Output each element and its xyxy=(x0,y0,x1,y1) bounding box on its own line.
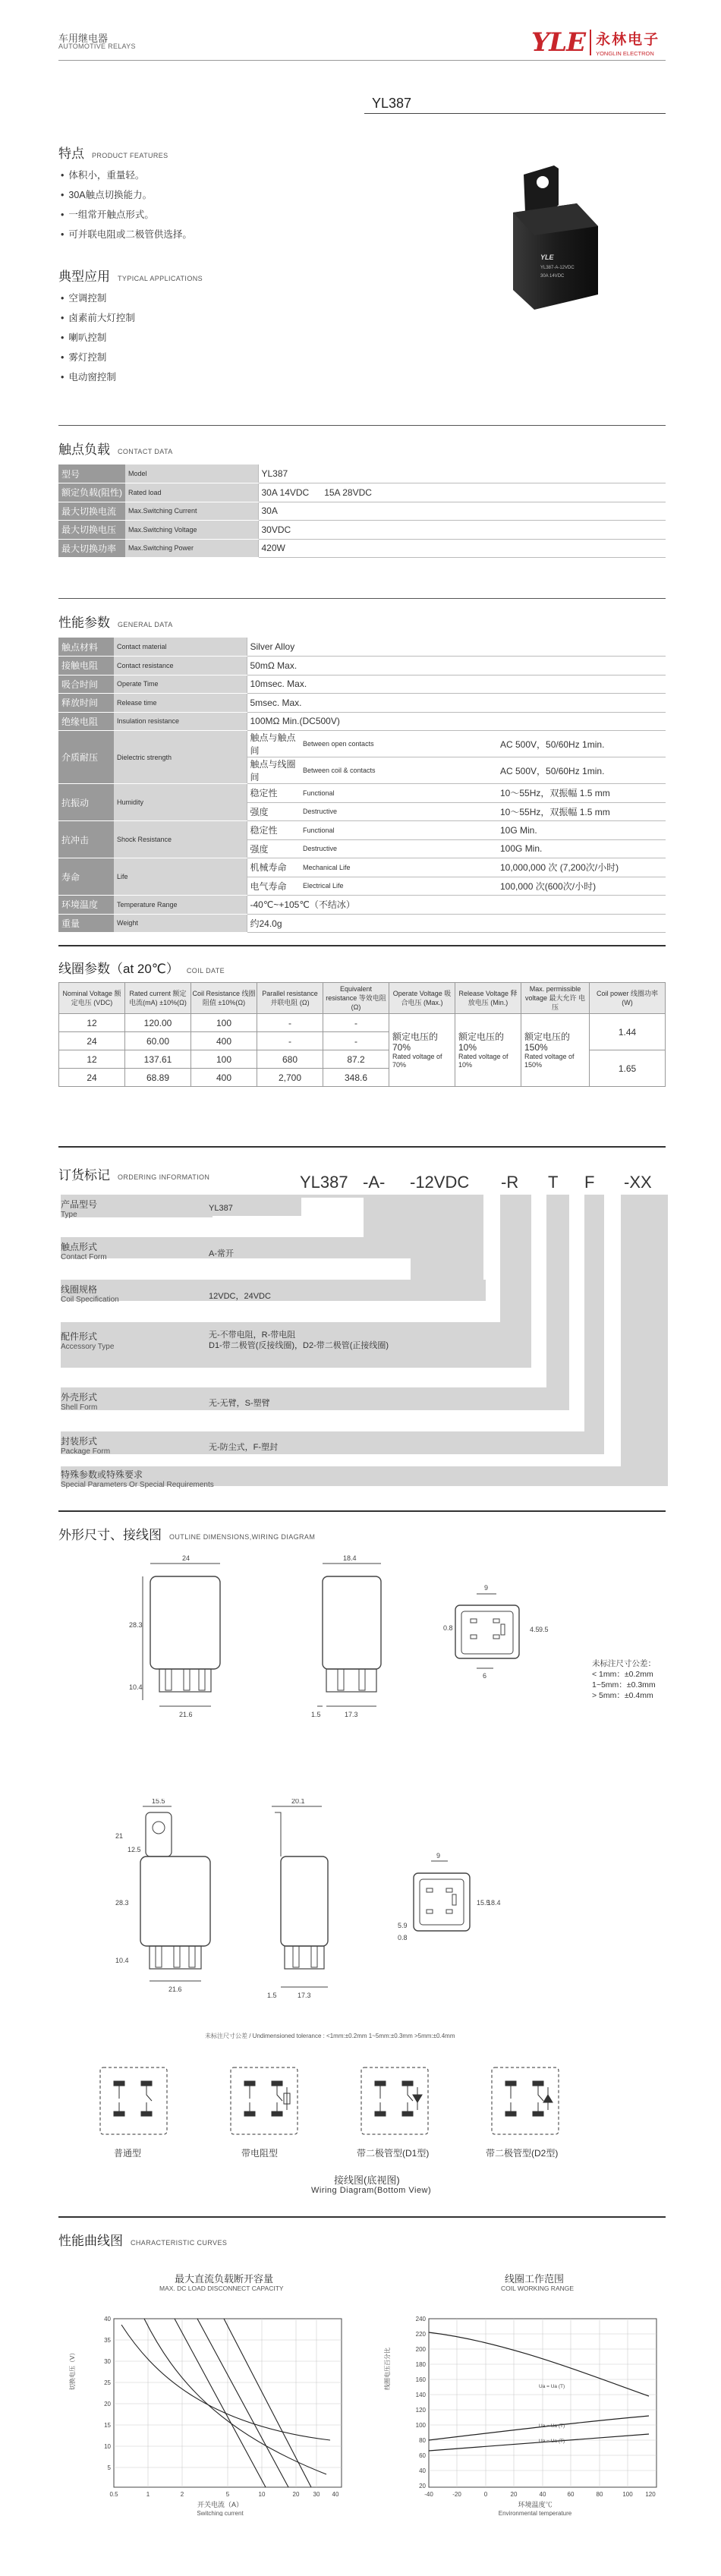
table-row: 寿命 Life 机械寿命 Mechanical Life 10,000,000 次 (7,200次/小时) xyxy=(58,858,666,877)
wiring-label-d1: 带二极管型(D1型) xyxy=(357,2148,430,2159)
features-list xyxy=(61,165,192,244)
curves-title-en: CHARACTERISTIC CURVES xyxy=(131,2239,228,2247)
wiring-diagrams xyxy=(99,2064,630,2140)
wiring-label-d2: 带二极管型(D2型) xyxy=(486,2148,559,2159)
table-row: 最大切换电流 Max.Switching Current 30A xyxy=(58,502,666,521)
wiring-diagram-diode-d2 xyxy=(492,2067,559,2134)
table-row: 重量 Weight 约24.0g xyxy=(58,914,666,933)
model-underline xyxy=(364,113,666,114)
curve2-title-cn: 线圈工作范围 xyxy=(505,2273,565,2285)
svg-text:YL387-A-12VDC: YL387-A-12VDC xyxy=(540,266,575,270)
svg-text:9: 9 xyxy=(484,1584,489,1592)
svg-text:20: 20 xyxy=(510,2491,518,2498)
svg-text:220: 220 xyxy=(415,2331,426,2338)
svg-text:180: 180 xyxy=(415,2361,426,2368)
coil-heading xyxy=(58,958,225,977)
svg-text:5: 5 xyxy=(107,2464,111,2471)
header-divider xyxy=(58,60,666,61)
table-row: 释放时间 Release time 5msec. Max. xyxy=(58,694,666,713)
curve1-xlabel-en: Switching current xyxy=(197,2510,244,2516)
svg-text:30A 14VDC: 30A 14VDC xyxy=(540,274,565,279)
table-row: 强度 Destructive 10～55Hz，双振幅 1.5 mm xyxy=(58,802,666,821)
relay-product-image xyxy=(471,159,622,326)
svg-text:15.5: 15.5 xyxy=(152,1799,165,1805)
svg-text:17.3: 17.3 xyxy=(298,1992,311,1999)
svg-text:24: 24 xyxy=(182,1554,190,1562)
svg-text:2: 2 xyxy=(180,2491,184,2498)
curve2-series-label: Ua = Ua (T) xyxy=(539,2439,565,2444)
outline-title-cn: 外形尺寸、接线图 xyxy=(58,1528,162,1542)
outline-drawing-1 xyxy=(99,1548,675,1776)
svg-text:-20: -20 xyxy=(452,2491,461,2498)
order-row-coil: 线圈规格 Coil Specification xyxy=(61,1284,119,1304)
brand-logo xyxy=(531,27,660,58)
wiring-title-cn: 接线图(底视图) xyxy=(334,2174,400,2186)
logo-cn: 永林电子 xyxy=(596,32,660,48)
svg-text:240: 240 xyxy=(415,2316,426,2322)
table-row: 24 68.89 400 2,700 348.6 xyxy=(59,1069,666,1087)
curve1-title-en: MAX. DC LOAD DISCONNECT CAPACITY xyxy=(159,2285,284,2292)
ordering-title-en: ORDERING INFORMATION xyxy=(118,1173,210,1181)
table-row: 电气寿命 Electrical Life 100,000 次(600次/小时) xyxy=(58,877,666,896)
curve1-chart xyxy=(68,2296,357,2516)
svg-text:0.8: 0.8 xyxy=(443,1624,453,1632)
coil-table xyxy=(58,982,666,1087)
general-table xyxy=(58,638,666,933)
table-row: 最大切换电压 Max.Switching Voltage 30VDC xyxy=(58,521,666,540)
curves-heading xyxy=(58,2230,227,2249)
coil-title-en: COIL DATE xyxy=(186,967,225,975)
relay-label: YLE xyxy=(540,254,554,261)
svg-text:28.3: 28.3 xyxy=(129,1621,143,1629)
curves-title-cn: 性能曲线图 xyxy=(58,2234,123,2248)
svg-text:0.8: 0.8 xyxy=(398,1934,408,1941)
wiring-label-resistor: 带电阻型 xyxy=(241,2148,279,2159)
order-code-part: -XX xyxy=(624,1173,652,1192)
release-voltage-cell: 额定电压的10% Rated voltage of 10% xyxy=(455,1014,521,1087)
outline-heading xyxy=(58,1524,315,1543)
applications-title-cn: 典型应用 xyxy=(58,269,110,284)
list-item: • 30A触点切换能力。 xyxy=(61,185,192,205)
logo-divider xyxy=(590,30,591,55)
svg-text:10: 10 xyxy=(104,2443,111,2450)
divider xyxy=(58,945,666,946)
curve2-xlabel-en: Environmental temperature xyxy=(498,2510,572,2516)
divider xyxy=(58,598,666,599)
svg-text:20: 20 xyxy=(292,2491,300,2498)
logo-mark: YLE xyxy=(531,27,586,58)
svg-text:21.6: 21.6 xyxy=(168,1986,182,1993)
svg-text:21.6: 21.6 xyxy=(179,1711,193,1718)
svg-text:15: 15 xyxy=(104,2422,111,2429)
list-item: • 一组常开触点形式。 xyxy=(61,205,192,225)
table-row: 绝缘电阻 Insulation resistance 100MΩ Min.(DC500V) xyxy=(58,712,666,731)
table-row: 型号 Model YL387 xyxy=(58,464,666,483)
svg-text:4.5: 4.5 xyxy=(530,1626,540,1633)
wiring-label-standard: 普通型 xyxy=(114,2148,142,2159)
svg-text:5: 5 xyxy=(225,2491,230,2498)
wiring-diagram-standard xyxy=(100,2067,167,2134)
svg-text:6: 6 xyxy=(483,1672,487,1680)
order-row-shell: 外壳形式 Shell Form xyxy=(61,1392,98,1412)
svg-text:60: 60 xyxy=(419,2452,426,2459)
svg-text:20.1: 20.1 xyxy=(291,1799,305,1805)
divider xyxy=(58,1510,666,1512)
svg-text:30: 30 xyxy=(313,2491,320,2498)
coil-title-cn: 线圈参数（at 20℃） xyxy=(58,962,179,976)
svg-text:40: 40 xyxy=(419,2467,426,2474)
tolerance-note: 未标注尺寸公差 / Undimensioned tolerance : <1mm:±0.2mm 1~5mm:±0.3mm >5mm:±0.4mm xyxy=(205,2033,455,2039)
list-item: • 电动窗控制 xyxy=(61,367,135,387)
table-row: 接触电阻 Contact resistance 50mΩ Max. xyxy=(58,657,666,675)
divider xyxy=(58,425,666,426)
table-row: 介质耐压 Dielectric strength 触点与触点间 Between open contacts AC 500V，50/60Hz 1min. xyxy=(58,731,666,757)
ordering-title-cn: 订货标记 xyxy=(58,1168,110,1183)
curve2-title-en: COIL WORKING RANGE xyxy=(501,2285,575,2292)
curve2-ylabel: 线圈电压百分比 xyxy=(384,2348,391,2390)
features-title-cn: 特点 xyxy=(58,146,84,161)
svg-text:10: 10 xyxy=(258,2491,266,2498)
wiring-title-en: Wiring Diagram(Bottom View) xyxy=(311,2186,432,2195)
order-code-part: -12VDC xyxy=(410,1173,470,1192)
general-title-en: GENERAL DATA xyxy=(118,621,173,628)
svg-text:35: 35 xyxy=(104,2337,111,2344)
svg-text:120: 120 xyxy=(415,2407,426,2414)
order-code-part: YL387 xyxy=(300,1173,348,1192)
operate-voltage-cell: 额定电压的70% Rated voltage of 70% xyxy=(389,1014,455,1087)
contact-table xyxy=(58,464,666,558)
svg-text:15.5: 15.5 xyxy=(477,1899,490,1907)
svg-text:1.5: 1.5 xyxy=(267,1992,277,1999)
contact-title-cn: 触点负载 xyxy=(58,442,110,457)
curve2-series-label: Ua = Ua (T) xyxy=(539,2423,565,2429)
table-row: 环境温度 Temperature Range -40℃~+105℃（不结冰） xyxy=(58,896,666,915)
svg-text:1.5: 1.5 xyxy=(311,1711,321,1718)
model-title: YL387 xyxy=(372,96,412,111)
table-row: 额定负载(阻性) Rated load 30A 14VDC 15A 28VDC xyxy=(58,483,666,502)
general-title-cn: 性能参数 xyxy=(58,616,110,630)
table-row: 强度 Destructive 100G Min. xyxy=(58,839,666,858)
applications-list xyxy=(61,288,135,387)
header-title-cn: 车用继电器 xyxy=(58,33,109,44)
curve1-title-cn: 最大直流负载断开容量 xyxy=(175,2273,274,2285)
list-item: • 卤素前大灯控制 xyxy=(61,308,135,328)
order-row-accessory: 配件形式 Accessory Type xyxy=(61,1331,115,1351)
svg-text:10.4: 10.4 xyxy=(129,1683,143,1691)
table-row: 触点材料 Contact material Silver Alloy xyxy=(58,638,666,657)
ordering-heading xyxy=(58,1164,209,1183)
contact-heading xyxy=(58,439,173,458)
applications-title-en: TYPICAL APPLICATIONS xyxy=(118,275,203,282)
table-row: 吸合时间 Operate Time 10msec. Max. xyxy=(58,675,666,694)
outline-title-en: OUTLINE DIMENSIONS,WIRING DIAGRAM xyxy=(169,1533,316,1541)
table-row: 抗振动 Humidity 稳定性 Functional 10～55Hz，双振幅 1.5 mm xyxy=(58,784,666,803)
curve2-xlabel-cn: 环境温度℃ xyxy=(518,2501,553,2508)
svg-text:1: 1 xyxy=(146,2491,150,2498)
curve1-ylabel: 切换电压（V） xyxy=(69,2349,76,2390)
svg-text:60: 60 xyxy=(567,2491,575,2498)
svg-text:30: 30 xyxy=(104,2358,111,2365)
table-row: 12 137.61 100 680 87.2 1.65 xyxy=(59,1050,666,1069)
general-heading xyxy=(58,612,173,631)
logo-en: YONGLIN ELECTRON xyxy=(596,50,654,57)
tolerance-box: 未标注尺寸公差： < 1mm：±0.2mm 1~5mm：±0.3mm > 5mm：±0.4mm xyxy=(592,1659,656,1700)
contact-title-en: CONTACT DATA xyxy=(118,448,173,455)
outline-drawing-2 xyxy=(99,1799,584,2019)
svg-text:80: 80 xyxy=(419,2437,426,2444)
svg-text:40: 40 xyxy=(539,2491,546,2498)
list-item: • 雾灯控制 xyxy=(61,348,135,367)
list-item: • 空调控制 xyxy=(61,288,135,308)
divider xyxy=(58,2216,666,2218)
svg-text:100: 100 xyxy=(622,2491,633,2498)
svg-text:21: 21 xyxy=(115,1832,124,1840)
header-title-en: AUTOMOTIVE RELAYS xyxy=(58,43,136,50)
order-row-contact: 触点形式 Contact Form xyxy=(61,1242,107,1261)
table-row: 12 120.00 100 - - 额定电压的70% Rated voltage of 70% 额定电压的10% Rated voltage of 10% 额定电压的150% Rated voltage of 150% 1.44 xyxy=(59,1014,666,1032)
wiring-diagram-diode-d1 xyxy=(361,2067,428,2134)
max-voltage-cell: 额定电压的150% Rated voltage of 150% xyxy=(521,1014,590,1087)
svg-text:0.5: 0.5 xyxy=(109,2491,118,2498)
table-row: 24 60.00 400 - - xyxy=(59,1032,666,1050)
svg-text:20: 20 xyxy=(419,2483,426,2489)
svg-text:28.3: 28.3 xyxy=(115,1899,129,1907)
svg-text:10.4: 10.4 xyxy=(115,1957,129,1964)
svg-text:18.4: 18.4 xyxy=(343,1554,357,1562)
list-item: • 体积小，重量轻。 xyxy=(61,165,192,185)
order-row-special: 特殊参数或特殊要求 Special Parameters Or Special Requirements xyxy=(61,1469,214,1489)
svg-text:40: 40 xyxy=(104,2316,111,2322)
list-item: • 可并联电阻或二极管供选择。 xyxy=(61,225,192,244)
curve2-series-label: Ua = Ua (T) xyxy=(539,2384,565,2389)
table-header-row: Nominal Voltage 额定电压 (VDC) Rated current 额定电流(mA) ±10%(Ω) Coil Resistance 线圈阻值 ±10%(Ω) Parallel resistance 并联电阻 (Ω) Equivalent resistance 等效电阻 (Ω) Operate Voltage 吸合电压 (Max.) Release Voltage 释放电压 (Min.) Max. permissible voltage 最大允许 电压 Coil power 线圈功率 (W) xyxy=(59,983,666,1014)
svg-text:100: 100 xyxy=(415,2422,426,2429)
order-row-type: 产品型号 Type xyxy=(61,1199,98,1219)
svg-text:25: 25 xyxy=(104,2379,111,2386)
svg-text:18.4: 18.4 xyxy=(487,1899,501,1907)
svg-text:160: 160 xyxy=(415,2376,426,2383)
svg-text:9: 9 xyxy=(436,1852,441,1860)
applications-heading xyxy=(58,266,203,285)
svg-text:20: 20 xyxy=(104,2401,111,2408)
svg-text:0: 0 xyxy=(483,2491,488,2498)
order-code-part: T xyxy=(548,1173,559,1192)
svg-text:40: 40 xyxy=(332,2491,339,2498)
table-row: 最大切换功率 Max.Switching Power 420W xyxy=(58,539,666,558)
svg-text:5.9: 5.9 xyxy=(398,1922,408,1929)
svg-text:12.5: 12.5 xyxy=(128,1846,141,1853)
curve1-xlabel-cn: 开关电流（A） xyxy=(197,2501,244,2508)
svg-text:140: 140 xyxy=(415,2392,426,2398)
order-code-part: F xyxy=(584,1173,595,1192)
features-title-en: PRODUCT FEATURES xyxy=(92,152,168,159)
svg-text:80: 80 xyxy=(596,2491,603,2498)
list-item: • 喇叭控制 xyxy=(61,328,135,348)
table-row: 抗冲击 Shock Resistance 稳定性 Functional 10G Min. xyxy=(58,821,666,840)
order-code-part: -R xyxy=(501,1173,519,1192)
order-row-package: 封装形式 Package Form xyxy=(61,1436,111,1456)
svg-text:9.5: 9.5 xyxy=(539,1626,549,1633)
table-row: 触点与线圈间 Between coil & contacts AC 500V，50/60Hz 1min. xyxy=(58,757,666,784)
order-code-part: -A- xyxy=(363,1173,386,1192)
curve2-chart xyxy=(383,2296,672,2516)
svg-text:-40: -40 xyxy=(424,2491,433,2498)
divider xyxy=(58,1146,666,1148)
wiring-diagram-resistor xyxy=(231,2067,298,2134)
features-heading xyxy=(58,143,168,162)
svg-text:200: 200 xyxy=(415,2346,426,2353)
svg-text:17.3: 17.3 xyxy=(345,1711,358,1718)
svg-text:120: 120 xyxy=(645,2491,656,2498)
